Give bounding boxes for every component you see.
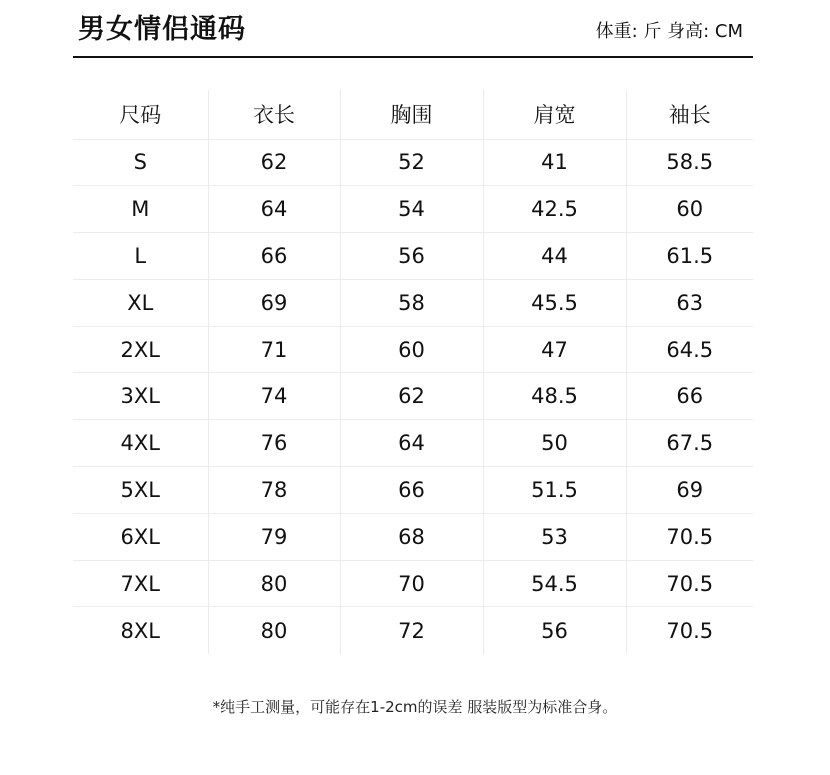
cell-chest: 64 (340, 420, 483, 467)
cell-size: 4XL (73, 420, 208, 467)
cell-length: 78 (208, 467, 340, 514)
table-row (73, 420, 753, 467)
cell-length: 66 (208, 233, 340, 280)
cell-sleeve: 70.5 (626, 560, 753, 607)
cell-length: 79 (208, 513, 340, 560)
cell-chest: 70 (340, 560, 483, 607)
cell-shoulder: 45.5 (483, 279, 626, 326)
table-row (73, 279, 753, 326)
cell-length: 76 (208, 420, 340, 467)
title-divider (73, 56, 753, 58)
cell-size: 7XL (73, 560, 208, 607)
table-row (73, 607, 753, 654)
cell-chest: 60 (340, 326, 483, 373)
cell-shoulder: 44 (483, 233, 626, 280)
cell-chest: 58 (340, 279, 483, 326)
cell-shoulder: 53 (483, 513, 626, 560)
cell-length: 62 (208, 139, 340, 186)
table-row (73, 467, 753, 514)
table-row (73, 139, 753, 186)
cell-size: 3XL (73, 373, 208, 420)
cell-chest: 62 (340, 373, 483, 420)
cell-length: 80 (208, 607, 340, 654)
cell-shoulder: 50 (483, 420, 626, 467)
table-header-row (73, 90, 753, 139)
cell-sleeve: 69 (626, 467, 753, 514)
cell-sleeve: 70.5 (626, 607, 753, 654)
table-row (73, 373, 753, 420)
table-row (73, 326, 753, 373)
cell-sleeve: 67.5 (626, 420, 753, 467)
cell-chest: 52 (340, 139, 483, 186)
cell-size: XL (73, 279, 208, 326)
table-row (73, 560, 753, 607)
header-sleeve: 袖长 (626, 90, 753, 139)
cell-shoulder: 48.5 (483, 373, 626, 420)
header-shoulder: 肩宽 (483, 90, 626, 139)
cell-size: 6XL (73, 513, 208, 560)
cell-chest: 56 (340, 233, 483, 280)
cell-size: L (73, 233, 208, 280)
cell-shoulder: 47 (483, 326, 626, 373)
cell-length: 64 (208, 186, 340, 233)
cell-chest: 72 (340, 607, 483, 654)
cell-length: 69 (208, 279, 340, 326)
header-size: 尺码 (73, 90, 208, 139)
cell-sleeve: 58.5 (626, 139, 753, 186)
cell-chest: 68 (340, 513, 483, 560)
cell-shoulder: 42.5 (483, 186, 626, 233)
cell-size: 8XL (120, 618, 160, 643)
header-chest: 胸围 (340, 90, 483, 139)
cell-size: 2XL (73, 326, 208, 373)
cell-size: M (73, 186, 208, 233)
cell-length: 80 (208, 560, 340, 607)
cell-chest: 66 (340, 467, 483, 514)
units-note: 体重: 斤 身高: CM (595, 21, 743, 42)
size-table (73, 90, 753, 654)
table-row (73, 186, 753, 233)
cell-length: 71 (208, 326, 340, 373)
measurement-footnote: *纯手工测量，可能存在1-2cm的误差 服装版型为标准合身。 (212, 698, 618, 716)
cell-shoulder: 41 (483, 139, 626, 186)
cell-sleeve: 64.5 (626, 326, 753, 373)
cell-chest: 54 (340, 186, 483, 233)
cell-sleeve: 70.5 (626, 513, 753, 560)
cell-sleeve: 60 (626, 186, 753, 233)
cell-size: 5XL (73, 467, 208, 514)
cell-shoulder: 56 (483, 607, 626, 654)
header-length: 衣长 (208, 90, 340, 139)
cell-sleeve: 61.5 (626, 233, 753, 280)
cell-length: 74 (208, 373, 340, 420)
cell-size: S (73, 139, 208, 186)
cell-sleeve: 66 (626, 373, 753, 420)
table-row (73, 233, 753, 280)
cell-shoulder: 54.5 (483, 560, 626, 607)
cell-sleeve: 63 (626, 279, 753, 326)
cell-shoulder: 51.5 (483, 467, 626, 514)
page-title: 男女情侣通码 (78, 14, 246, 45)
table-row (73, 513, 753, 560)
